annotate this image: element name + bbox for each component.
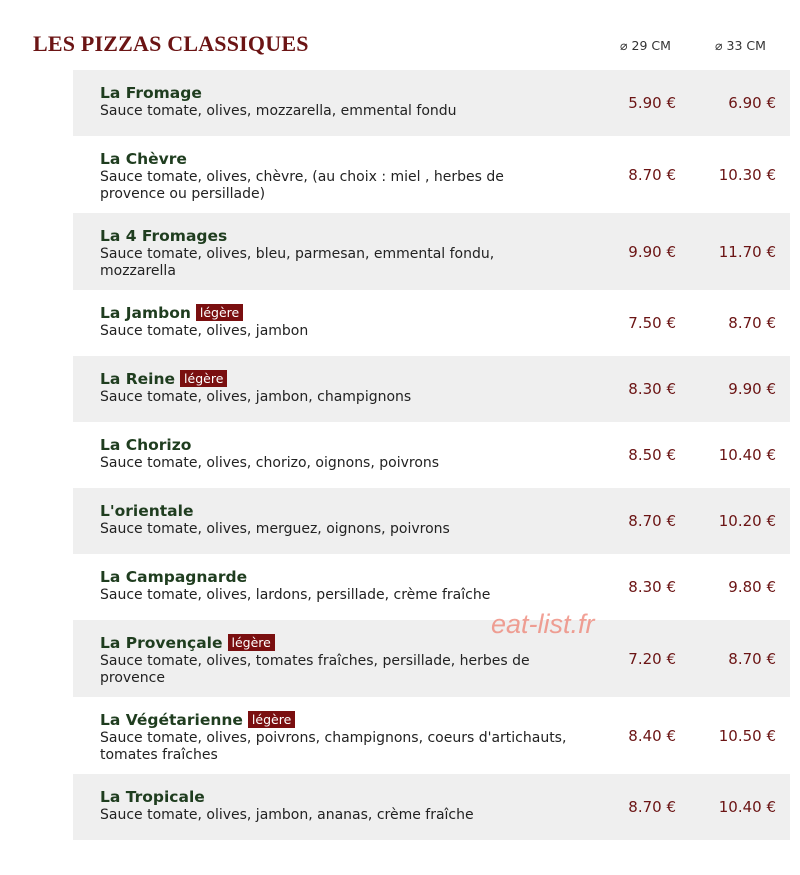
pizza-name: La Tropicale	[100, 788, 205, 806]
pizza-row	[73, 422, 790, 488]
pizza-description: Sauce tomate, olives, jambon, champignons	[100, 389, 412, 405]
price-33: 9.80 €	[728, 578, 776, 596]
pizza-row	[73, 488, 790, 554]
price-29: 7.20 €	[628, 649, 676, 668]
pizza-description: Sauce tomate, olives, lardons, persillade, crème fraîche	[100, 587, 491, 603]
pizza-name-row	[100, 304, 790, 323]
pizza-row	[73, 620, 790, 697]
pizza-name-row	[100, 568, 790, 587]
pizza-description: Sauce tomate, olives, chorizo, oignons, poivrons	[100, 455, 440, 471]
pizza-name-row	[100, 150, 790, 169]
price-33: 6.90 €	[728, 94, 776, 112]
pizza-row	[73, 290, 790, 356]
pizza-description: Sauce tomate, olives, jambon	[100, 323, 309, 339]
pizza-name-row	[100, 227, 790, 246]
price-29: 5.90 €	[628, 94, 676, 112]
legere-badge: légère	[180, 370, 227, 387]
pizza-row	[73, 356, 790, 422]
price-29: 8.70 €	[628, 798, 676, 816]
pizza-description: Sauce tomate, olives, jambon, ananas, crème fraîche	[100, 807, 474, 823]
pizza-name: La Reine	[100, 370, 176, 388]
size-29-label: ⌀ 29 CM	[620, 38, 671, 53]
pizza-description: Sauce tomate, olives, poivrons, champignons, coeurs d'artichauts, tomates fraîches	[100, 730, 567, 763]
legere-badge: légère	[196, 304, 243, 321]
pizza-row	[73, 70, 790, 136]
pizza-row	[73, 697, 790, 774]
pizza-row	[73, 774, 790, 840]
pizza-name-row	[100, 711, 790, 730]
price-33: 10.40 €	[718, 798, 776, 816]
pizza-name-row	[100, 502, 790, 521]
pizza-menu	[73, 70, 790, 840]
pizza-name: La Chorizo	[100, 436, 192, 454]
price-33: 10.50 €	[718, 726, 776, 745]
price-33: 8.70 €	[728, 649, 776, 668]
legere-badge: légère	[228, 634, 275, 651]
price-33: 10.20 €	[718, 512, 776, 530]
pizza-name-row	[100, 788, 790, 807]
pizza-description: Sauce tomate, olives, chèvre, (au choix : miel , herbes de provence ou persillade)	[100, 169, 504, 202]
pizza-name: La Chèvre	[100, 150, 187, 168]
pizza-description: Sauce tomate, olives, bleu, parmesan, emmental fondu, mozzarella	[100, 246, 495, 279]
price-29: 9.90 €	[628, 242, 676, 261]
pizza-description: Sauce tomate, olives, merguez, oignons, poivrons	[100, 521, 450, 537]
pizza-row	[73, 554, 790, 620]
watermark: eat-list.fr	[491, 609, 595, 639]
pizza-name-row	[100, 84, 790, 103]
price-33: 11.70 €	[718, 242, 776, 261]
price-29: 7.50 €	[628, 314, 676, 332]
legere-badge: légère	[248, 711, 295, 728]
pizza-name-row	[100, 370, 790, 389]
pizza-name-row	[100, 634, 790, 653]
pizza-row	[73, 213, 790, 290]
price-29: 8.70 €	[628, 512, 676, 530]
pizza-name: La Fromage	[100, 84, 202, 102]
price-29: 8.70 €	[628, 165, 676, 184]
price-33: 10.40 €	[718, 446, 776, 464]
pizza-description: Sauce tomate, olives, tomates fraîches, persillade, herbes de provence	[100, 653, 530, 686]
price-29: 8.50 €	[628, 446, 676, 464]
price-33: 8.70 €	[728, 314, 776, 332]
pizza-name: La Provençale	[100, 634, 223, 652]
pizza-name: L'orientale	[100, 502, 194, 520]
pizza-name-row	[100, 436, 790, 455]
page-title: LES PIZZAS CLASSIQUES	[33, 31, 309, 56]
price-29: 8.40 €	[628, 726, 676, 745]
price-29: 8.30 €	[628, 380, 676, 398]
pizza-name: La Jambon	[100, 304, 191, 322]
pizza-row	[73, 136, 790, 213]
price-29: 8.30 €	[628, 578, 676, 596]
pizza-description: Sauce tomate, olives, mozzarella, emmental fondu	[100, 103, 457, 119]
pizza-name: La 4 Fromages	[100, 227, 228, 245]
size-33-label: ⌀ 33 CM	[715, 38, 766, 53]
menu-header	[0, 0, 800, 70]
price-33: 9.90 €	[728, 380, 776, 398]
pizza-name: La Campagnarde	[100, 568, 248, 586]
pizza-name: La Végétarienne	[100, 711, 243, 729]
price-33: 10.30 €	[718, 165, 776, 184]
